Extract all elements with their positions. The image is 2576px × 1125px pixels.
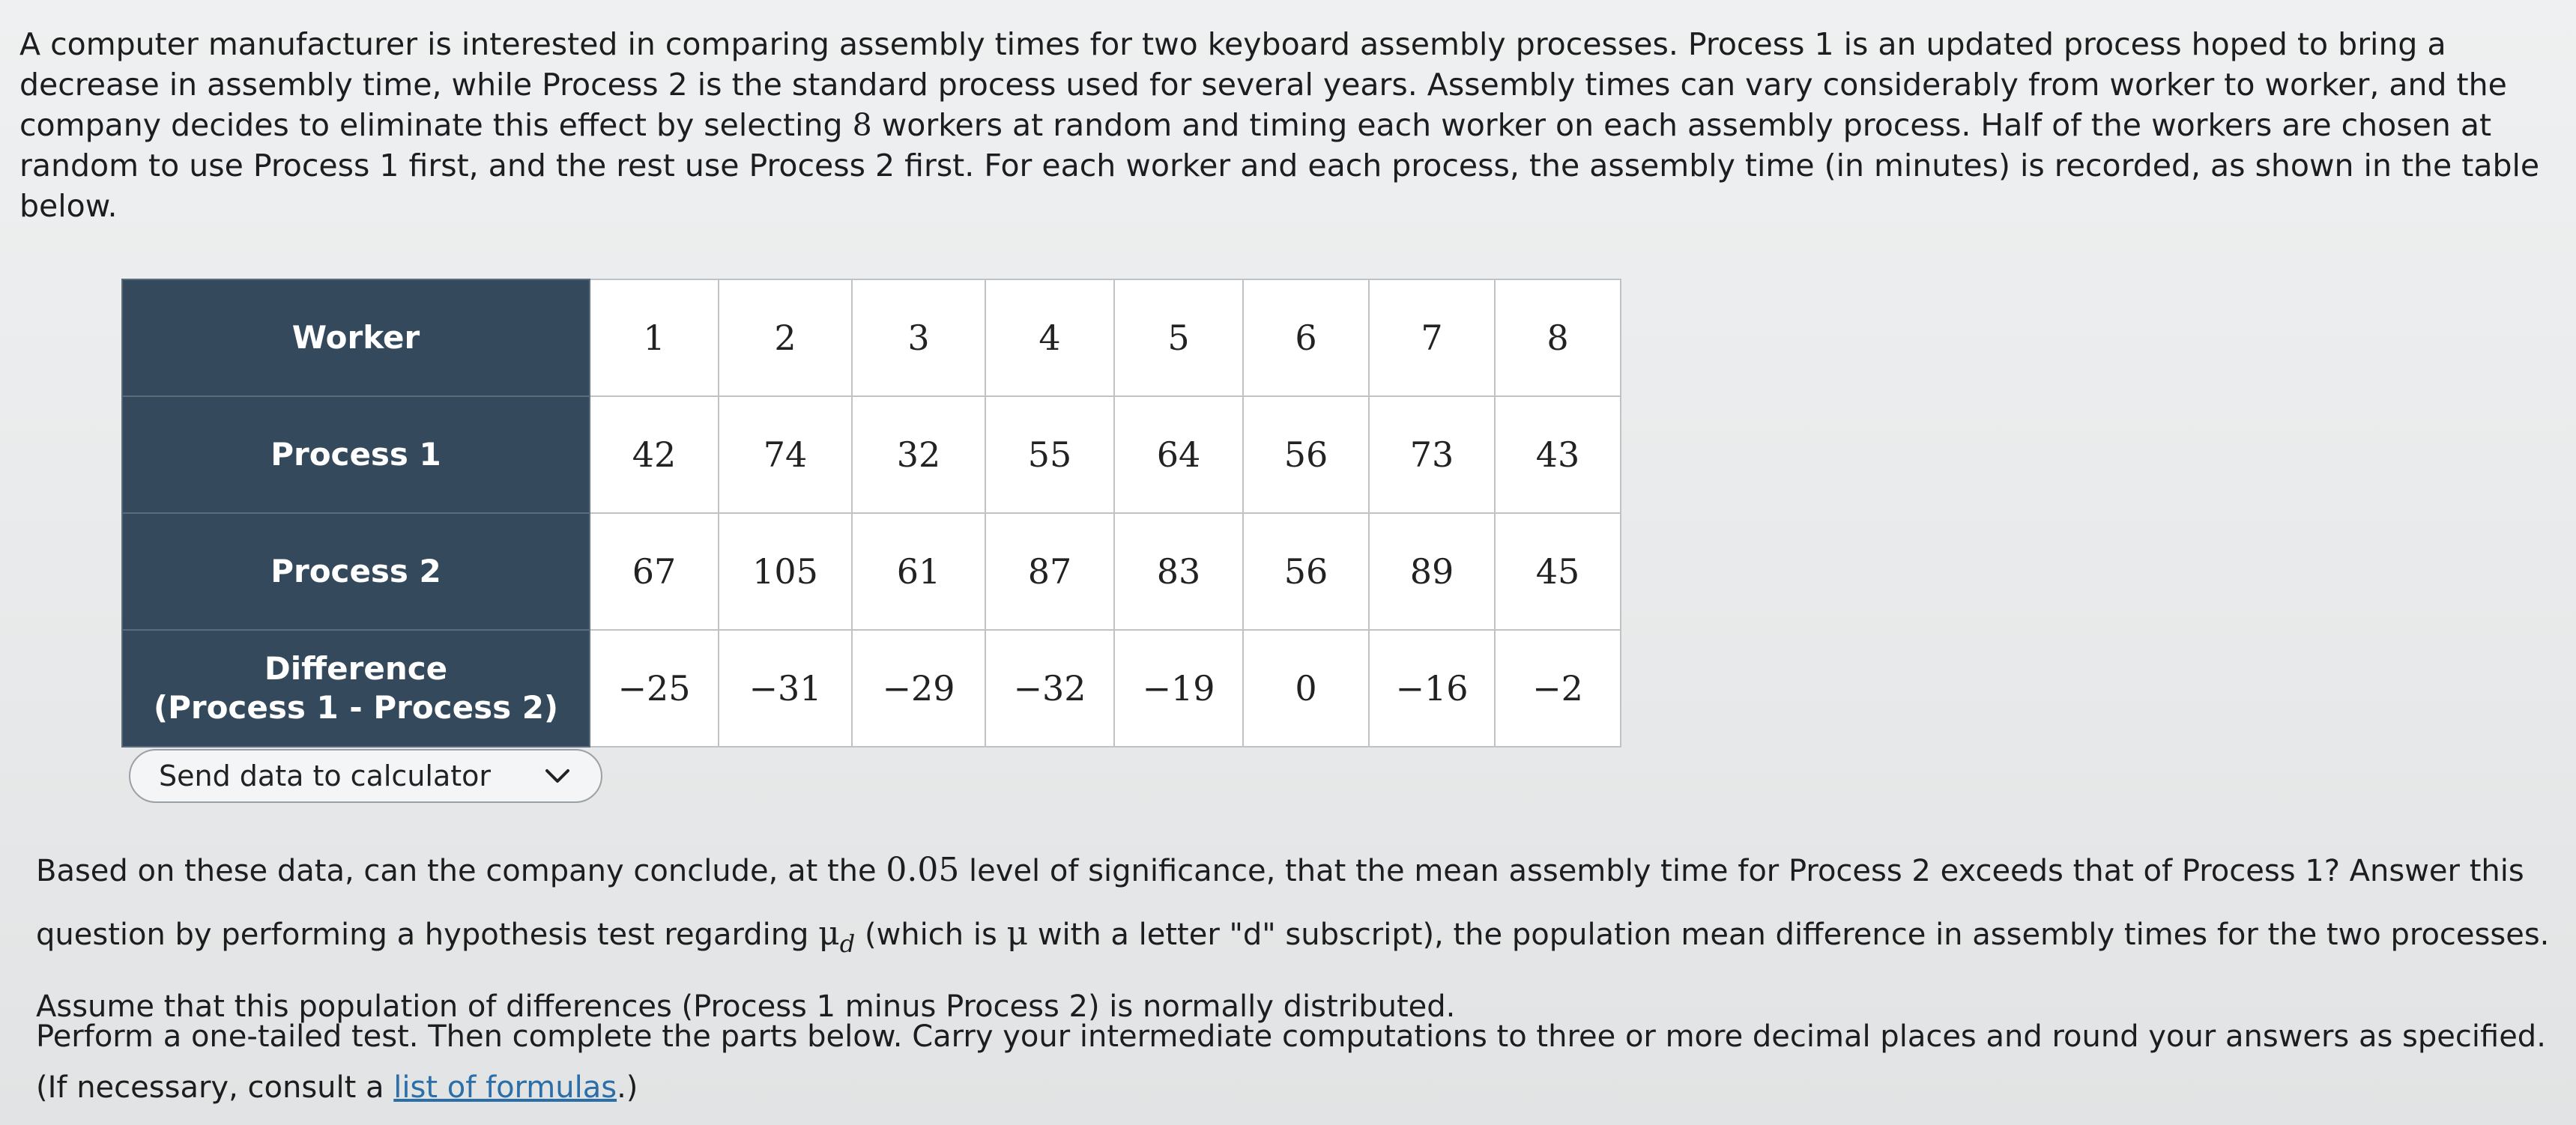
instructions-body: Perform a one-tailed test. Then complete the parts below. Carry your intermediate computations to three or more decimal places and round your answers as specified. (If necessary, consult a <box>36 1019 2546 1105</box>
difference-cell: −25 <box>590 630 719 747</box>
worker-cell: 2 <box>719 279 852 396</box>
process1-cell: 64 <box>1114 396 1243 513</box>
difference-cell: −19 <box>1114 630 1243 747</box>
difference-cell: 0 <box>1243 630 1369 747</box>
question-part2: level of significance, that the mean assembly time for Process 2 exceeds that of Process 1? Answer this question by performing a hypothesis test regarding <box>36 854 2524 952</box>
num-workers: 8 <box>852 107 872 143</box>
process1-cell: 55 <box>985 396 1114 513</box>
table-row-difference <box>122 630 1621 747</box>
worker-cell: 1 <box>590 279 719 396</box>
question-part1: Based on these data, can the company conclude, at the <box>36 854 877 888</box>
instructions-text <box>36 1011 2554 1113</box>
process1-cell: 42 <box>590 396 719 513</box>
worker-cell: 5 <box>1114 279 1243 396</box>
process2-cell: 87 <box>985 513 1114 630</box>
intro-text-1: A computer manufacturer is interested in comparing assembly times for two keyboard assembly processes. Process 1 is an updated process hoped to bring a decrease in assembly time, while Process 2 is the standard process used for several years. Assembly times can vary considerably from worker to worker, and the company decides to eliminate this effect by selecting <box>19 26 2507 143</box>
row-label-difference <box>122 630 590 747</box>
process1-cell: 74 <box>719 396 852 513</box>
process1-cell: 43 <box>1495 396 1621 513</box>
difference-cell: −16 <box>1369 630 1495 747</box>
table-row-process2 <box>122 513 1621 630</box>
difference-label-line1: Difference <box>264 650 448 687</box>
worker-cell: 3 <box>852 279 985 396</box>
difference-label-line2: (Process 1 - Process 2) <box>153 689 559 726</box>
process2-cell: 89 <box>1369 513 1495 630</box>
process1-cell: 56 <box>1243 396 1369 513</box>
process2-cell: 56 <box>1243 513 1369 630</box>
worker-cell: 4 <box>985 279 1114 396</box>
send-data-label: Send data to calculator <box>159 759 492 792</box>
list-of-formulas-link[interactable]: list of formulas <box>393 1070 617 1105</box>
worker-cell: 8 <box>1495 279 1621 396</box>
process2-cell: 83 <box>1114 513 1243 630</box>
question-part3: (which is <box>864 918 997 952</box>
question-text <box>36 839 2554 1038</box>
alpha-value: 0.05 <box>886 851 960 889</box>
worker-cell: 7 <box>1369 279 1495 396</box>
mu-subscript: d <box>839 929 856 958</box>
mu-d-symbol <box>818 915 856 958</box>
problem-intro <box>19 24 2545 226</box>
process2-cell: 67 <box>590 513 719 630</box>
mu-symbol: μ <box>818 915 840 953</box>
send-data-to-calculator-button[interactable] <box>129 749 602 803</box>
process1-cell: 32 <box>852 396 985 513</box>
row-label-process1: Process 1 <box>122 396 590 513</box>
process2-cell: 45 <box>1495 513 1621 630</box>
worker-cell: 6 <box>1243 279 1369 396</box>
difference-cell: −31 <box>719 630 852 747</box>
difference-cell: −32 <box>985 630 1114 747</box>
process1-cell: 73 <box>1369 396 1495 513</box>
process2-cell: 105 <box>719 513 852 630</box>
table-row-worker <box>122 279 1621 396</box>
process2-cell: 61 <box>852 513 985 630</box>
table-row-process1 <box>122 396 1621 513</box>
chevron-down-icon <box>539 758 575 794</box>
mu-symbol-plain: μ <box>1006 915 1029 953</box>
instructions-end: .) <box>617 1070 638 1105</box>
difference-cell: −2 <box>1495 630 1621 747</box>
row-label-process2: Process 2 <box>122 513 590 630</box>
data-table <box>121 279 1621 748</box>
difference-cell: −29 <box>852 630 985 747</box>
row-label-worker: Worker <box>122 279 590 396</box>
intro-text-2: workers at random and timing each worker on each assembly process. Half of the workers are chosen at random to use Process 1 first, and the rest use Process 2 first. For each worker and each process, the assembly time (in minutes) is recorded, as shown in the table below. <box>19 107 2540 224</box>
question-part4: with a letter "d" subscript), the population mean difference in assembly times for the two processes. Assume that this population of differences (Process 1 minus Process 2) is normally distributed. <box>36 918 2550 1024</box>
